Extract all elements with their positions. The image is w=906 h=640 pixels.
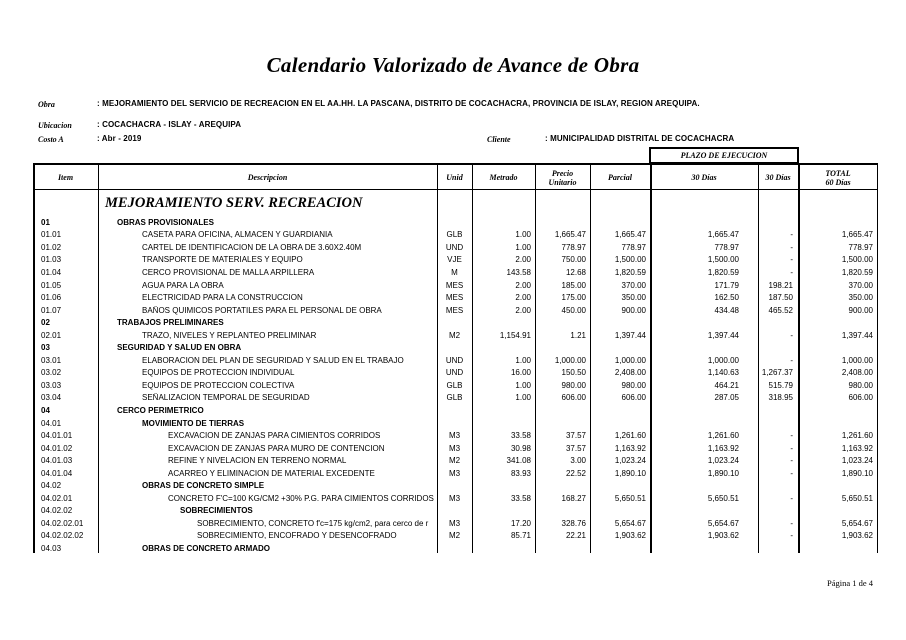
column-divider: [758, 165, 759, 553]
precio-unitario-cell: 168.27: [561, 493, 586, 503]
unid-cell: MES: [445, 305, 464, 315]
total-cell: 1,665.47: [841, 230, 873, 240]
metrado-cell: 16.00: [510, 368, 531, 378]
unid-cell: M3: [448, 493, 461, 503]
total-cell: 350.00: [848, 293, 873, 303]
column-header-descripcion: Descripcion: [247, 173, 288, 182]
descripcion-cell: OBRAS DE CONCRETO SIMPLE: [142, 481, 265, 491]
ubicacion-label: Ubicacion: [38, 121, 72, 130]
dias2-cell: -: [790, 518, 793, 528]
table-row: [33, 216, 878, 229]
parcial-cell: 5,650.51: [614, 493, 646, 503]
parcial-cell: 1,000.00: [614, 355, 646, 365]
parcial-cell: 606.00: [621, 393, 646, 403]
descripcion-cell: EXCAVACION DE ZANJAS PARA CIMIENTOS CORRIDOS: [168, 431, 381, 441]
descripcion-cell: ACARREO Y ELIMINACION DE MATERIAL EXCEDENTE: [168, 468, 375, 478]
total-cell: 1,023.24: [841, 456, 873, 466]
unid-cell: M3: [448, 468, 461, 478]
dias2-cell: -: [790, 431, 793, 441]
descripcion-cell: TRAZO, NIVELES Y REPLANTEO PRELIMINAR: [142, 330, 317, 340]
metrado-cell: 2.00: [515, 305, 531, 315]
table-row: [33, 479, 878, 492]
item-cell: 01.04: [41, 267, 62, 277]
dias1-cell: 1,665.47: [707, 230, 739, 240]
item-cell: 04.03: [41, 543, 62, 553]
dias1-cell: 287.05: [714, 393, 739, 403]
unid-cell: GLB: [446, 230, 463, 240]
parcial-cell: 1,820.59: [614, 267, 646, 277]
item-cell: 04.01.02: [41, 443, 73, 453]
item-cell: 03.03: [41, 380, 62, 390]
unid-cell: M3: [448, 443, 461, 453]
precio-unitario-cell: 1,665.47: [554, 230, 586, 240]
total-cell: 1,890.10: [841, 468, 873, 478]
table-row: [33, 316, 878, 329]
table-header-row: [33, 165, 878, 190]
parcial-cell: 778.97: [621, 242, 646, 252]
dias1-cell: 1,140.63: [707, 368, 739, 378]
item-cell: 04.01.01: [41, 431, 73, 441]
section-title: SEGURIDAD Y SALUD EN OBRA: [115, 343, 244, 352]
dias2-cell: 1,267.37: [761, 368, 793, 378]
parcial-cell: 1,665.47: [614, 230, 646, 240]
descripcion-cell: CARTEL DE IDENTIFICACION DE LA OBRA DE 3.60X2.40M: [142, 242, 362, 252]
item-cell: 04.02.01: [41, 493, 73, 503]
total-cell: 1,261.60: [841, 431, 873, 441]
parcial-cell: 5,654.67: [614, 518, 646, 528]
metrado-cell: 2.00: [515, 280, 531, 290]
column-header-metrado: Metrado: [489, 173, 518, 182]
table-row: [33, 505, 878, 518]
table-row: [33, 492, 878, 505]
dias2-cell: -: [790, 267, 793, 277]
table-row: [33, 241, 878, 254]
dias1-cell: 1,820.59: [707, 267, 739, 277]
metrado-cell: 1.00: [515, 355, 531, 365]
column-header-30dias-2: 30 Días: [765, 173, 791, 182]
dias1-cell: 434.48: [714, 305, 739, 315]
precio-unitario-cell: 175.00: [561, 293, 586, 303]
dias2-cell: -: [790, 468, 793, 478]
column-divider: [650, 165, 652, 553]
dias2-cell: 515.79: [768, 380, 793, 390]
item-cell: 01.07: [41, 305, 62, 315]
column-header-30dias-1: 30 Días: [691, 173, 717, 182]
table-row: [33, 229, 878, 242]
metrado-cell: 1.00: [515, 380, 531, 390]
parcial-cell: 1,903.62: [614, 531, 646, 541]
column-header-item: Item: [57, 173, 74, 182]
item-cell: 03.01: [41, 355, 62, 365]
precio-unitario-cell: 1,000.00: [554, 355, 586, 365]
item-cell: 03.02: [41, 368, 62, 378]
column-divider: [590, 165, 591, 553]
item-cell: 02.01: [41, 330, 62, 340]
dias2-cell: 318.95: [768, 393, 793, 403]
descripcion-cell: OBRAS DE CONCRETO ARMADO: [142, 543, 271, 553]
parcial-cell: 370.00: [621, 280, 646, 290]
item-cell: 01.02: [41, 242, 62, 252]
column-divider: [33, 165, 35, 553]
column-header-total-line2: 60 Días: [825, 177, 851, 187]
descripcion-cell: SEÑALIZACION TEMPORAL DE SEGURIDAD: [142, 393, 310, 403]
unid-cell: UND: [445, 355, 464, 365]
table-row: [33, 442, 878, 455]
parcial-cell: 1,397.44: [614, 330, 646, 340]
dias2-cell: 465.52: [768, 305, 793, 315]
total-cell: 900.00: [848, 305, 873, 315]
item-cell: 04.02.02.01: [41, 518, 84, 528]
descripcion-cell: CERCO PROVISIONAL DE MALLA ARPILLERA: [142, 267, 315, 277]
unid-cell: VJE: [447, 255, 462, 265]
descripcion-cell: MEJORAMIENTO SERV. RECREACION: [105, 194, 363, 211]
item-cell: 03.04: [41, 393, 62, 403]
parcial-cell: 1,890.10: [614, 468, 646, 478]
dias1-cell: 1,261.60: [707, 431, 739, 441]
dias1-cell: 1,890.10: [707, 468, 739, 478]
costo-label: Costo A: [38, 135, 64, 144]
descripcion-cell: CONCRETO F'C=100 KG/CM2 +30% P.G. PARA CIMIENTOS CORRIDOS: [168, 493, 434, 503]
parcial-cell: 2,408.00: [614, 368, 646, 378]
page-title: Calendario Valorizado de Avance de Obra: [266, 53, 640, 77]
unid-cell: UND: [445, 242, 464, 252]
item-cell: 01.05: [41, 280, 62, 290]
dias2-cell: -: [790, 443, 793, 453]
precio-unitario-cell: 185.00: [561, 280, 586, 290]
page-number: Página 1 de 4: [826, 578, 874, 588]
unid-cell: M2: [448, 531, 461, 541]
total-cell: 1,820.59: [841, 267, 873, 277]
precio-unitario-cell: 22.52: [565, 468, 586, 478]
table-row: [33, 542, 878, 555]
table-row: [33, 304, 878, 317]
table-row: [33, 392, 878, 405]
table-row: [33, 454, 878, 467]
metrado-cell: 1.00: [515, 230, 531, 240]
dias2-cell: 187.50: [768, 293, 793, 303]
precio-unitario-cell: 980.00: [561, 380, 586, 390]
unid-cell: UND: [445, 368, 464, 378]
precio-unitario-cell: 328.76: [561, 518, 586, 528]
descripcion-cell: CASETA PARA OFICINA, ALMACEN Y GUARDIANIA: [142, 230, 333, 240]
column-divider: [472, 165, 473, 553]
plazo-ejecucion-header: PLAZO DE EJECUCION: [649, 147, 799, 164]
item-cell: 04: [41, 405, 50, 415]
item-cell: 04.02.02: [41, 506, 73, 516]
item-cell: 04.01: [41, 418, 62, 428]
precio-unitario-cell: 1.21: [570, 330, 586, 340]
unid-cell: GLB: [446, 393, 463, 403]
item-cell: 01.01: [41, 230, 62, 240]
precio-unitario-cell: 37.57: [565, 443, 586, 453]
item-cell: 04.02: [41, 481, 62, 491]
dias1-cell: 1,023.24: [707, 456, 739, 466]
table-row: [33, 429, 878, 442]
precio-unitario-cell: 750.00: [561, 255, 586, 265]
dias2-cell: -: [790, 230, 793, 240]
descripcion-cell: REFINE Y NIVELACION EN TERRENO NORMAL: [168, 456, 347, 466]
table-row: [33, 341, 878, 354]
table-row: [33, 266, 878, 279]
table-row: [33, 379, 878, 392]
metrado-cell: 85.71: [510, 531, 531, 541]
table-row: [33, 517, 878, 530]
unid-cell: M2: [448, 330, 461, 340]
precio-unitario-cell: 778.97: [561, 242, 586, 252]
descripcion-cell: TRANSPORTE DE MATERIALES Y EQUIPO: [142, 255, 303, 265]
parcial-cell: 350.00: [621, 293, 646, 303]
dias2-cell: -: [790, 355, 793, 365]
table-row: [33, 279, 878, 292]
dias1-cell: 5,654.67: [707, 518, 739, 528]
section-title: OBRAS PROVISIONALES: [115, 218, 217, 227]
metrado-cell: 2.00: [515, 255, 531, 265]
dias1-cell: 1,163.92: [707, 443, 739, 453]
descripcion-cell: SOBRECIMIENTO, ENCOFRADO Y DESENCOFRADO: [197, 531, 397, 541]
column-header-total-line1: TOTAL: [825, 168, 851, 178]
descripcion-cell: ELABORACION DEL PLAN DE SEGURIDAD Y SALUD EN EL TRABAJO: [142, 355, 404, 365]
descripcion-cell: EQUIPOS DE PROTECCION COLECTIVA: [142, 380, 295, 390]
metrado-cell: 1.00: [515, 393, 531, 403]
item-cell: 01.03: [41, 255, 62, 265]
total-cell: 5,650.51: [841, 493, 873, 503]
metrado-cell: 143.58: [506, 267, 531, 277]
unid-cell: M3: [448, 518, 461, 528]
total-cell: 5,654.67: [841, 518, 873, 528]
metrado-cell: 1,154.91: [499, 330, 531, 340]
table-row: [33, 190, 878, 216]
dias1-cell: 5,650.51: [707, 493, 739, 503]
section-title: CERCO PERIMETRICO: [115, 406, 207, 415]
item-cell: 03: [41, 343, 50, 353]
descripcion-cell: SOBRECIMIENTOS: [180, 506, 253, 516]
descripcion-cell: [98, 406, 437, 415]
total-cell: 2,408.00: [841, 368, 873, 378]
obra-value: : MEJORAMIENTO DEL SERVICIO DE RECREACION EN EL AA.HH. LA PASCANA, DISTRITO DE COCACHACRA, PROVINCIA DE ISLAY, REGION AREQUIPA.: [97, 99, 700, 108]
table-row: [33, 329, 878, 342]
valorization-table: [33, 163, 878, 553]
dias2-cell: -: [790, 531, 793, 541]
dias1-cell: 162.50: [714, 293, 739, 303]
table-row: [33, 417, 878, 430]
item-cell: 02: [41, 318, 50, 328]
metrado-cell: 83.93: [510, 468, 531, 478]
total-cell: 1,000.00: [841, 355, 873, 365]
column-divider: [98, 165, 99, 553]
unid-cell: M2: [448, 456, 461, 466]
descripcion-cell: ELECTRICIDAD PARA LA CONSTRUCCION: [142, 293, 303, 303]
parcial-cell: 1,261.60: [614, 431, 646, 441]
column-divider: [437, 165, 438, 553]
descripcion-cell: [98, 318, 437, 327]
column-header-unid: Unid: [446, 173, 463, 182]
dias2-cell: -: [790, 242, 793, 252]
parcial-cell: 900.00: [621, 305, 646, 315]
costo-value: : Abr - 2019: [97, 134, 142, 143]
dias1-cell: 778.97: [714, 242, 739, 252]
column-divider: [535, 165, 536, 553]
dias2-cell: -: [790, 255, 793, 265]
table-row: [33, 467, 878, 480]
unid-cell: M3: [448, 431, 461, 441]
metrado-cell: 2.00: [515, 293, 531, 303]
obra-label: Obra: [38, 100, 55, 109]
column-divider: [877, 165, 879, 553]
descripcion-cell: SOBRECIMIENTO, CONCRETO f'c=175 kg/cm2, para cerco de r: [197, 518, 429, 528]
dias1-cell: 171.79: [714, 280, 739, 290]
total-cell: 1,500.00: [841, 255, 873, 265]
precio-unitario-cell: 150.50: [561, 368, 586, 378]
dias1-cell: 1,500.00: [707, 255, 739, 265]
dias1-cell: 1,000.00: [707, 355, 739, 365]
total-cell: 606.00: [848, 393, 873, 403]
total-cell: 980.00: [848, 380, 873, 390]
parcial-cell: 1,500.00: [614, 255, 646, 265]
unid-cell: MES: [445, 280, 464, 290]
column-header-total: [798, 165, 878, 190]
total-cell: 778.97: [848, 242, 873, 252]
item-cell: 01: [41, 217, 50, 227]
table-row: [33, 354, 878, 367]
precio-unitario-cell: 606.00: [561, 393, 586, 403]
total-cell: 1,163.92: [841, 443, 873, 453]
dias2-cell: 198.21: [768, 280, 793, 290]
precio-unitario-cell: 22.21: [565, 531, 586, 541]
parcial-cell: 980.00: [621, 380, 646, 390]
precio-unitario-cell: 37.57: [565, 431, 586, 441]
metrado-cell: 33.58: [510, 493, 531, 503]
precio-unitario-cell: 3.00: [570, 456, 586, 466]
dias2-cell: -: [790, 330, 793, 340]
metrado-cell: 30.98: [510, 443, 531, 453]
item-cell: 04.01.04: [41, 468, 73, 478]
descripcion-cell: EXCAVACION DE ZANJAS PARA MURO DE CONTENCION: [168, 443, 385, 453]
metrado-cell: 1.00: [515, 242, 531, 252]
table-row: [33, 367, 878, 380]
section-title: TRABAJOS PRELIMINARES: [115, 318, 227, 327]
dias2-cell: -: [790, 493, 793, 503]
item-cell: 01.06: [41, 293, 62, 303]
dias1-cell: 1,903.62: [707, 531, 739, 541]
unid-cell: MES: [445, 293, 464, 303]
descripcion-cell: BAÑOS QUIMICOS PORTATILES PARA EL PERSONAL DE OBRA: [142, 305, 382, 315]
dias2-cell: -: [790, 456, 793, 466]
total-cell: 1,397.44: [841, 330, 873, 340]
parcial-cell: 1,163.92: [614, 443, 646, 453]
descripcion-cell: MOVIMIENTO DE TIERRAS: [142, 418, 245, 428]
metrado-cell: 341.08: [506, 456, 531, 466]
ubicacion-value: : COCACHACRA - ISLAY - AREQUIPA: [97, 120, 242, 129]
dias1-cell: 464.21: [714, 380, 739, 390]
item-cell: 04.02.02.02: [41, 531, 84, 541]
precio-unitario-cell: 450.00: [561, 305, 586, 315]
table-row: [33, 254, 878, 267]
precio-unitario-cell: 12.68: [565, 267, 586, 277]
metrado-cell: 33.58: [510, 431, 531, 441]
column-header-parcial: Parcial: [608, 173, 632, 182]
total-cell: 1,903.62: [841, 531, 873, 541]
descripcion-cell: [98, 218, 437, 227]
unid-cell: GLB: [446, 380, 463, 390]
table-row: [33, 404, 878, 417]
table-row: [33, 291, 878, 304]
column-header-precio-line2: Unitario: [548, 177, 577, 187]
parcial-cell: 1,023.24: [614, 456, 646, 466]
total-cell: 370.00: [848, 280, 873, 290]
dias1-cell: 1,397.44: [707, 330, 739, 340]
cliente-label: Cliente: [487, 135, 511, 144]
descripcion-cell: AGUA PARA LA OBRA: [142, 280, 224, 290]
descripcion-cell: EQUIPOS DE PROTECCION INDIVIDUAL: [142, 368, 295, 378]
unid-cell: M: [451, 267, 458, 277]
column-header-precio-unitario: [535, 165, 590, 190]
metrado-cell: 17.20: [510, 518, 531, 528]
item-cell: 04.01.03: [41, 456, 73, 466]
descripcion-cell: [98, 343, 437, 352]
table-body: [33, 190, 878, 555]
column-divider: [798, 165, 800, 553]
table-row: [33, 530, 878, 543]
column-header-precio-line1: Precio: [551, 168, 574, 178]
cliente-value: : MUNICIPALIDAD DISTRITAL DE COCACHACRA: [545, 134, 735, 143]
